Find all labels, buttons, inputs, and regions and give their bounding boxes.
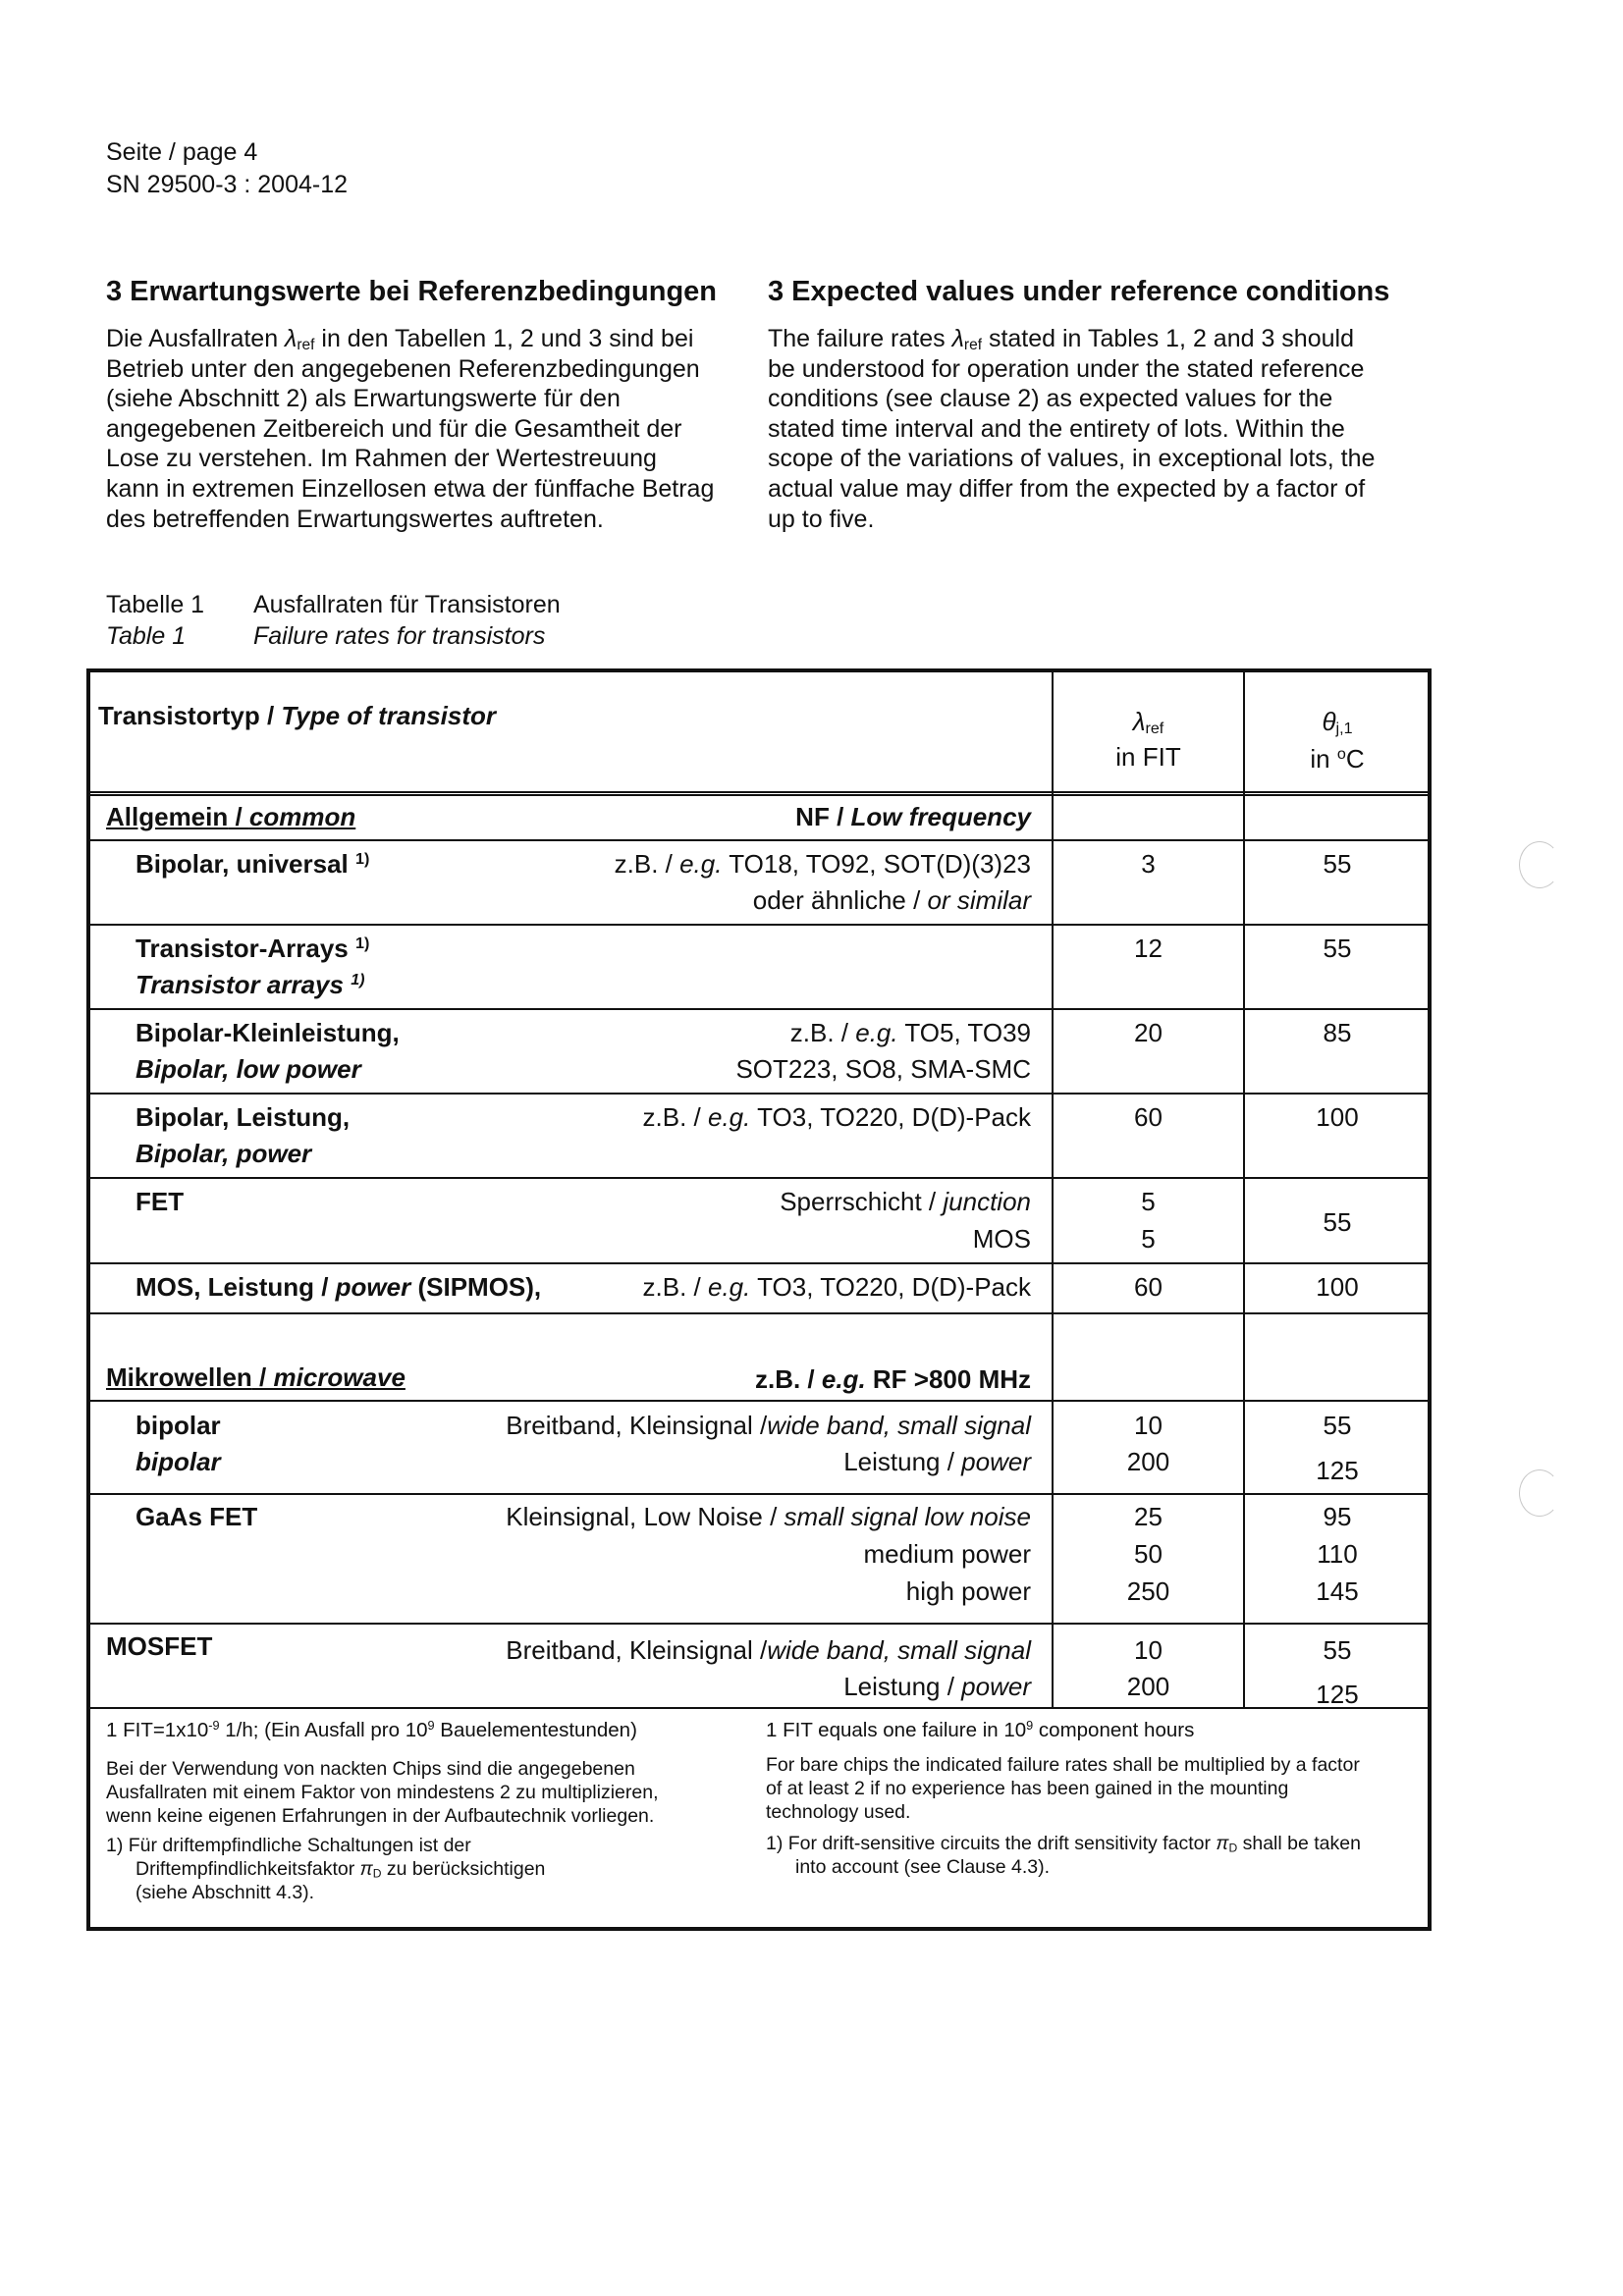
row-name-en: Bipolar, power <box>135 1139 312 1168</box>
group-general-title: Allgemein / common <box>106 802 356 831</box>
row-package: z.B. / e.g. TO3, TO220, D(D)-Pack <box>642 1272 1031 1302</box>
table-caption-label-en: Table 1 <box>106 622 187 650</box>
row-name: MOSFET <box>106 1631 213 1661</box>
divider <box>88 839 1430 841</box>
lambda-value: 5 <box>1141 1224 1156 1254</box>
lambda-value: 25 <box>1134 1502 1163 1531</box>
row-subtype: high power <box>905 1576 1031 1606</box>
divider <box>88 1093 1430 1095</box>
row-package: z.B. / e.g. TO18, TO92, SOT(D)(3)23 <box>614 849 1031 879</box>
row-subtype: MOS <box>972 1224 1031 1254</box>
table-caption-label-de: Tabelle 1 <box>106 591 205 618</box>
row-name-en: bipolar <box>135 1447 221 1476</box>
row-name: Bipolar, universal $^{1)}$ <box>135 849 370 879</box>
footnote-fit-de: 1 $FIT=1x10^{-9}$ 1/h; (Ein Ausfall pro $10^9$ Bauelementestunden) <box>106 1718 637 1741</box>
row-name: bipolar <box>135 1411 221 1440</box>
row-name: MOS, Leistung / power (SIPMOS), <box>135 1272 542 1302</box>
theta-value: 95 <box>1323 1502 1352 1531</box>
divider <box>88 1312 1430 1314</box>
theta-value: 100 <box>1316 1102 1359 1132</box>
paragraph-en: The failure rates $\lambda_{ref}$ stated in Tables 1, 2 and 3 should be understood for operation under the stated reference conditions (see clause 2) as expected values for the stated time interval and the entirety of lots. Within the scope of the variations of values, in exceptional lots, the actual value may differ from the expected by a factor of up to five. <box>768 325 1376 533</box>
theta-value: 100 <box>1316 1272 1359 1302</box>
lambda-value: 200 <box>1126 1672 1170 1701</box>
group-general-frequency: NF / Low frequency <box>795 802 1031 831</box>
page-number: Seite / page 4 <box>106 138 258 166</box>
lambda-value: 20 <box>1134 1018 1163 1047</box>
row-subtype: Breitband, Kleinsignal /wide band, small signal <box>506 1411 1031 1440</box>
divider <box>88 1008 1430 1010</box>
row-subtype: Leistung / power <box>843 1447 1031 1476</box>
group-microwave-frequency: z.B. / e.g. RF >800 MHz <box>754 1364 1031 1394</box>
row-name: GaAs FET <box>135 1502 258 1531</box>
theta-value: 110 <box>1317 1539 1358 1569</box>
row-package: z.B. / e.g. TO3, TO220, D(D)-Pack <box>642 1102 1031 1132</box>
header-type: Transistortyp / Type of transistor <box>98 701 497 730</box>
divider <box>88 1623 1430 1625</box>
lambda-value: 60 <box>1134 1272 1163 1302</box>
header-theta-unit: in $^o$C <box>1310 744 1365 774</box>
table-caption-title-de: Ausfallraten für Transistoren <box>253 591 561 618</box>
theta-value: 125 <box>1316 1456 1359 1485</box>
header-lambda-unit: in FIT <box>1115 742 1181 772</box>
theta-value: 55 <box>1323 1207 1352 1237</box>
row-subtype: Kleinsignal, Low Noise / small signal low noise <box>506 1502 1031 1531</box>
section-title-de: 3 Erwartungswerte bei Referenzbedingungen <box>106 276 717 307</box>
row-name: Transistor-Arrays $^{1)}$ <box>135 934 370 963</box>
header-lambda: $\lambda_{ref}$ <box>1132 707 1164 738</box>
row-subtype: Sperrschicht / junction <box>780 1187 1031 1216</box>
row-subtype: Leistung / power <box>843 1672 1031 1701</box>
lambda-value: 50 <box>1134 1539 1163 1569</box>
divider <box>88 1493 1430 1495</box>
divider <box>88 1262 1430 1264</box>
row-name-en: Transistor arrays $^{1)}$ <box>135 970 365 999</box>
divider <box>88 1177 1430 1179</box>
lambda-value: 60 <box>1134 1102 1163 1132</box>
row-subtype: medium power <box>863 1539 1031 1569</box>
row-name: FET <box>135 1187 185 1216</box>
row-package: z.B. / e.g. TO5, TO39 <box>789 1018 1031 1047</box>
punch-hole-mark <box>1519 841 1560 888</box>
paragraph-de: Die Ausfallraten $\lambda_{ref}$ in den Tabellen 1, 2 und 3 sind bei Betrieb unter den angegebenen Referenzbedingungen (siehe Abschnitt 2) als Erwartungswerte für den angegebenen Zeitbereich und für die Gesamtheit der Lose zu verstehen. Im Rahmen der Wertestreuung kann in extremen Einzellosen etwa der fünffache Betrag des betreffenden Erwartungswertes auftreten. <box>106 325 715 533</box>
divider <box>88 1400 1430 1402</box>
lambda-value: 3 <box>1141 849 1156 879</box>
footnote-drift-en: 1) For drift-sensitive circuits the drift sensitivity factor $\pi_D$ shall be taken into account (see Clause 4.3). <box>766 1833 1361 1878</box>
lambda-value: 10 <box>1134 1635 1163 1665</box>
theta-value: 125 <box>1316 1680 1359 1709</box>
theta-value: 145 <box>1316 1576 1359 1606</box>
theta-value: 85 <box>1323 1018 1352 1047</box>
lambda-value: 250 <box>1126 1576 1170 1606</box>
row-subtype: Breitband, Kleinsignal /wide band, small signal <box>506 1635 1031 1665</box>
row-package-alt: SOT223, SO8, SMA-SMC <box>735 1054 1031 1084</box>
theta-value: 55 <box>1323 1411 1352 1440</box>
row-name-en: Bipolar, low power <box>135 1054 361 1084</box>
footnote-chips-en: For bare chips the indicated failure rates shall be multiplied by a factor of at least 2 if no experience has been gained in the mounting technology used. <box>766 1754 1360 1823</box>
theta-value: 55 <box>1323 1635 1352 1665</box>
section-title-en: 3 Expected values under reference conditions <box>768 276 1390 307</box>
row-package-alt: oder ähnliche / or similar <box>752 885 1031 915</box>
group-microwave-title: Mikrowellen / microwave <box>106 1362 406 1392</box>
divider <box>88 794 1430 796</box>
table-caption-title-en: Failure rates for transistors <box>253 622 546 650</box>
standard-id: SN 29500-3 : 2004-12 <box>106 171 349 198</box>
lambda-value: 12 <box>1134 934 1163 963</box>
theta-value: 55 <box>1323 934 1352 963</box>
footnote-chips-de: Bei der Verwendung von nackten Chips sind die angegebenen Ausfallraten mit einem Faktor von mindestens 2 zu multiplizieren, wenn keine eigenen Erfahrungen in der Aufbautechnik vorliegen. <box>106 1758 659 1827</box>
lambda-value: 10 <box>1134 1411 1163 1440</box>
header-theta: $\theta_{j,1}$ <box>1322 707 1353 738</box>
lambda-value: 200 <box>1126 1447 1170 1476</box>
divider <box>88 924 1430 926</box>
row-name: Bipolar, Leistung, <box>135 1102 351 1132</box>
lambda-value: 5 <box>1141 1187 1156 1216</box>
theta-value: 55 <box>1323 849 1352 879</box>
punch-hole-mark <box>1519 1469 1560 1517</box>
footnote-fit-en: 1 FIT equals one failure in $10^9$ component hours <box>766 1718 1195 1741</box>
divider <box>88 1707 1430 1709</box>
row-name: Bipolar-Kleinleistung, <box>135 1018 400 1047</box>
divider <box>88 791 1430 793</box>
footnote-drift-de: 1) Für driftempfindliche Schaltungen ist der Driftempfindlichkeitsfaktor $\pi_D$ zu berücksichtigen (siehe Abschnitt 4.3). <box>106 1835 546 1903</box>
